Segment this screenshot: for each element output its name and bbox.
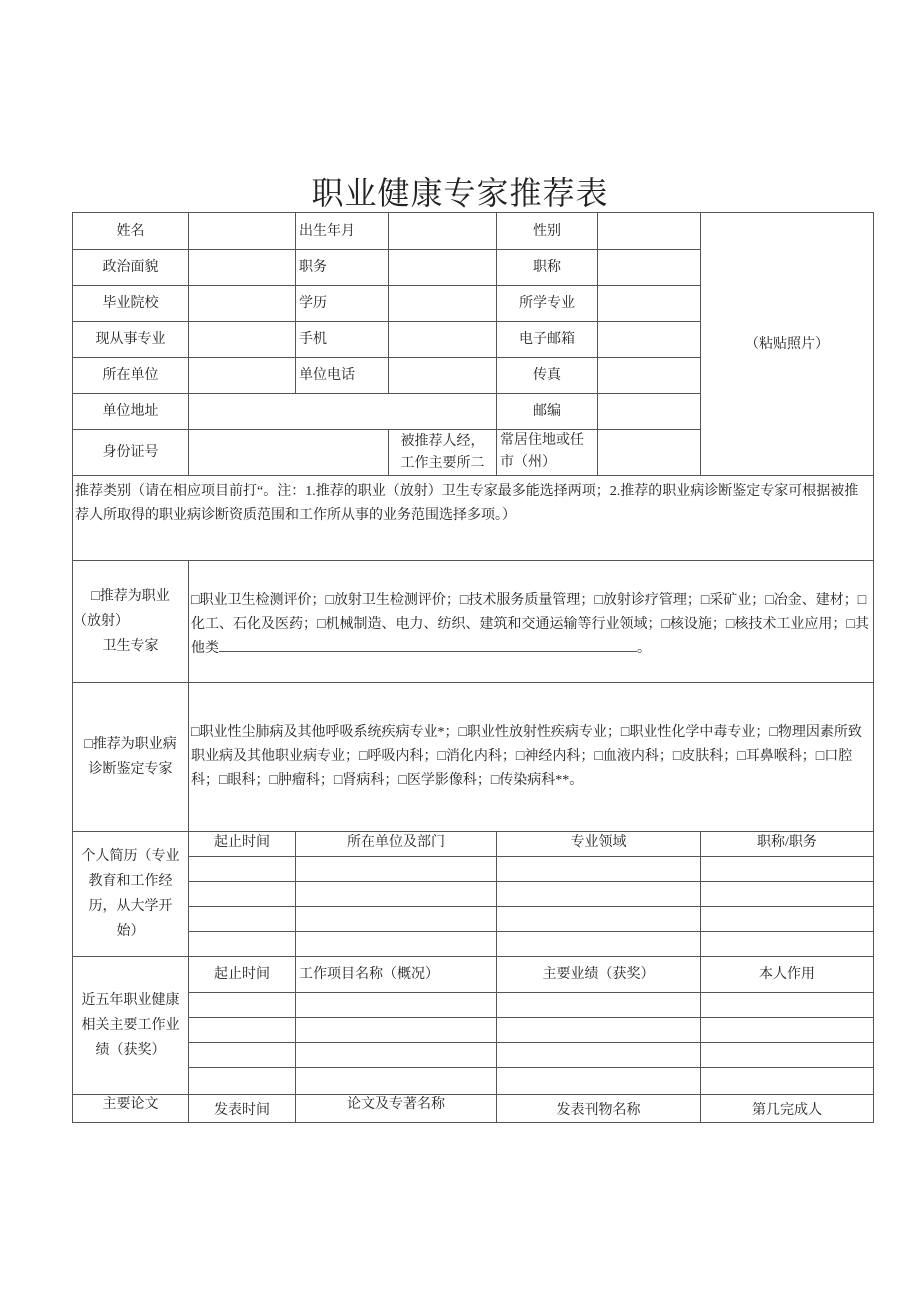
field-name[interactable] <box>188 212 296 250</box>
other-input-line[interactable] <box>219 637 637 652</box>
label-fax: 传真 <box>496 357 598 394</box>
page-title: 职业健康专家推荐表 <box>311 175 609 211</box>
field-unit[interactable] <box>188 357 296 394</box>
achievements-cell[interactable] <box>496 1017 701 1043</box>
achievements-cell[interactable] <box>295 1017 497 1043</box>
achievements-cell[interactable] <box>700 1067 874 1095</box>
work-line-2: 工作主要所二 <box>400 455 485 471</box>
resume-cell[interactable] <box>188 856 296 882</box>
achievements-cell[interactable] <box>188 992 296 1018</box>
resume-cell[interactable] <box>295 856 497 882</box>
hygiene-tail: 。 <box>637 641 651 656</box>
field-school[interactable] <box>188 285 296 322</box>
work-line-1: 被推荐人经， <box>400 433 485 449</box>
resume-cell[interactable] <box>188 881 296 907</box>
field-birth[interactable] <box>388 212 497 250</box>
resume-cell[interactable] <box>496 931 701 957</box>
resume-cell[interactable] <box>295 906 497 932</box>
achievements-label: 近五年职业健康相关主要工作业绩（获奖） <box>72 956 189 1095</box>
field-title[interactable] <box>597 249 701 286</box>
resume-cell[interactable] <box>496 881 701 907</box>
label-postcode: 邮编 <box>496 393 598 430</box>
achievements-header-project: 工作项目名称（概况） <box>295 956 497 993</box>
resume-label: 个人简历（专业教育和工作经历，从大学开始） <box>72 831 189 957</box>
achievements-cell[interactable] <box>188 1017 296 1043</box>
field-unit-phone[interactable] <box>388 357 497 394</box>
papers-header-date: 发表时间 <box>188 1094 296 1123</box>
label-current-major: 现从事专业 <box>72 321 189 358</box>
field-fax[interactable] <box>597 357 701 394</box>
field-position[interactable] <box>388 249 497 286</box>
residence-line-2: 市（州） <box>500 455 556 470</box>
resume-header-unit: 所在单位及部门 <box>295 831 497 857</box>
achievements-cell[interactable] <box>700 1017 874 1043</box>
label-education: 学历 <box>295 285 389 322</box>
label-address: 单位地址 <box>72 393 189 430</box>
label-email: 电子邮箱 <box>496 321 598 358</box>
papers-header-title: 论文及专著名称 <box>295 1094 497 1123</box>
resume-cell[interactable] <box>188 906 296 932</box>
diagnosis-options[interactable]: □职业性尘肺病及其他呼吸系统疾病专业*；□职业性放射性疾病专业；□职业性化学中毒专业；□物理因素所致职业病及其他职业病专业；□呼吸内科；□消化内科；□神经内科；□血液内科；□皮肤科；□耳鼻喉科；□口腔科；□眼科；□肿瘤科；□肾病科；□医学影像科；□传染病科**。 <box>188 682 874 832</box>
achievements-header-result: 主要业绩（获奖） <box>496 956 701 993</box>
resume-cell[interactable] <box>188 931 296 957</box>
category-note: 推荐类别（请在相应项目前打“。注：1.推荐的职业（放射）卫生专家最多能选择两项；2.推荐的职业病诊断鉴定专家可根据被推荐人所取得的职业病诊断资质范围和工作所从事的业务范围选择多项。） <box>72 475 874 561</box>
achievements-header-period: 起止时间 <box>188 956 296 993</box>
hygiene-options-text: □职业卫生检测评价；□放射卫生检测评价；□技术服务质量管理；□放射诊疗管理；□采矿业；□冶金、建材；□化工、石化及医药；□机械制造、电力、纺织、建筑和交通运输等行业领域；□核设施；□核技术工业应用；□其他类 <box>191 593 869 656</box>
field-address[interactable] <box>188 393 497 430</box>
papers-label: 主要论文 <box>72 1094 189 1123</box>
resume-header-field: 专业领域 <box>496 831 701 857</box>
diagnosis-checkbox-label[interactable]: □推荐为职业病诊断鉴定专家 <box>72 682 189 832</box>
label-unit-phone: 单位电话 <box>295 357 389 394</box>
label-school: 毕业院校 <box>72 285 189 322</box>
label-birth: 出生年月 <box>295 212 389 250</box>
field-mobile[interactable] <box>388 321 497 358</box>
field-residence[interactable] <box>597 429 701 476</box>
resume-header-title: 职称/职务 <box>700 831 874 857</box>
achievements-cell[interactable] <box>295 992 497 1018</box>
label-id: 身份证号 <box>72 429 189 476</box>
achievements-cell[interactable] <box>188 1042 296 1068</box>
achievements-cell[interactable] <box>188 1067 296 1095</box>
label-unit: 所在单位 <box>72 357 189 394</box>
achievements-cell[interactable] <box>700 1042 874 1068</box>
field-gender[interactable] <box>597 212 701 250</box>
resume-header-period: 起止时间 <box>188 831 296 857</box>
label-name: 姓名 <box>72 212 189 250</box>
residence-line-1: 常居住地或任 <box>500 433 584 448</box>
papers-header-journal: 发表刊物名称 <box>496 1094 701 1123</box>
achievements-cell[interactable] <box>295 1042 497 1068</box>
field-email[interactable] <box>597 321 701 358</box>
resume-cell[interactable] <box>295 881 497 907</box>
label-work-area <box>388 429 497 476</box>
resume-cell[interactable] <box>700 906 874 932</box>
field-education[interactable] <box>388 285 497 322</box>
hygiene-checkbox-label[interactable] <box>72 560 189 683</box>
field-postcode[interactable] <box>597 393 701 430</box>
label-mobile: 手机 <box>295 321 389 358</box>
field-current-major[interactable] <box>188 321 296 358</box>
field-major[interactable] <box>597 285 701 322</box>
papers-header-rank: 第几完成人 <box>700 1094 874 1123</box>
field-politics[interactable] <box>188 249 296 286</box>
resume-cell[interactable] <box>496 856 701 882</box>
hygiene-label-3: 卫生专家 <box>102 639 159 654</box>
achievements-cell[interactable] <box>295 1067 497 1095</box>
label-politics: 政治面貌 <box>72 249 189 286</box>
hygiene-label-1: □推荐为职业 <box>91 589 170 604</box>
hygiene-options[interactable] <box>188 560 874 683</box>
label-major: 所学专业 <box>496 285 598 322</box>
resume-cell[interactable] <box>496 906 701 932</box>
hygiene-label-2: （放射） <box>73 614 129 629</box>
achievements-cell[interactable] <box>496 1067 701 1095</box>
achievements-header-role: 本人作用 <box>700 956 874 993</box>
label-position: 职务 <box>295 249 389 286</box>
resume-cell[interactable] <box>700 931 874 957</box>
label-gender: 性别 <box>496 212 598 250</box>
resume-cell[interactable] <box>700 856 874 882</box>
photo-area[interactable]: （粘贴照片） <box>700 212 874 476</box>
achievements-cell[interactable] <box>496 992 701 1018</box>
label-residence <box>496 429 598 476</box>
field-id[interactable] <box>188 429 389 476</box>
label-title: 职称 <box>496 249 598 286</box>
achievements-cell[interactable] <box>496 1042 701 1068</box>
achievements-cell[interactable] <box>700 992 874 1018</box>
resume-cell[interactable] <box>295 931 497 957</box>
resume-cell[interactable] <box>700 881 874 907</box>
